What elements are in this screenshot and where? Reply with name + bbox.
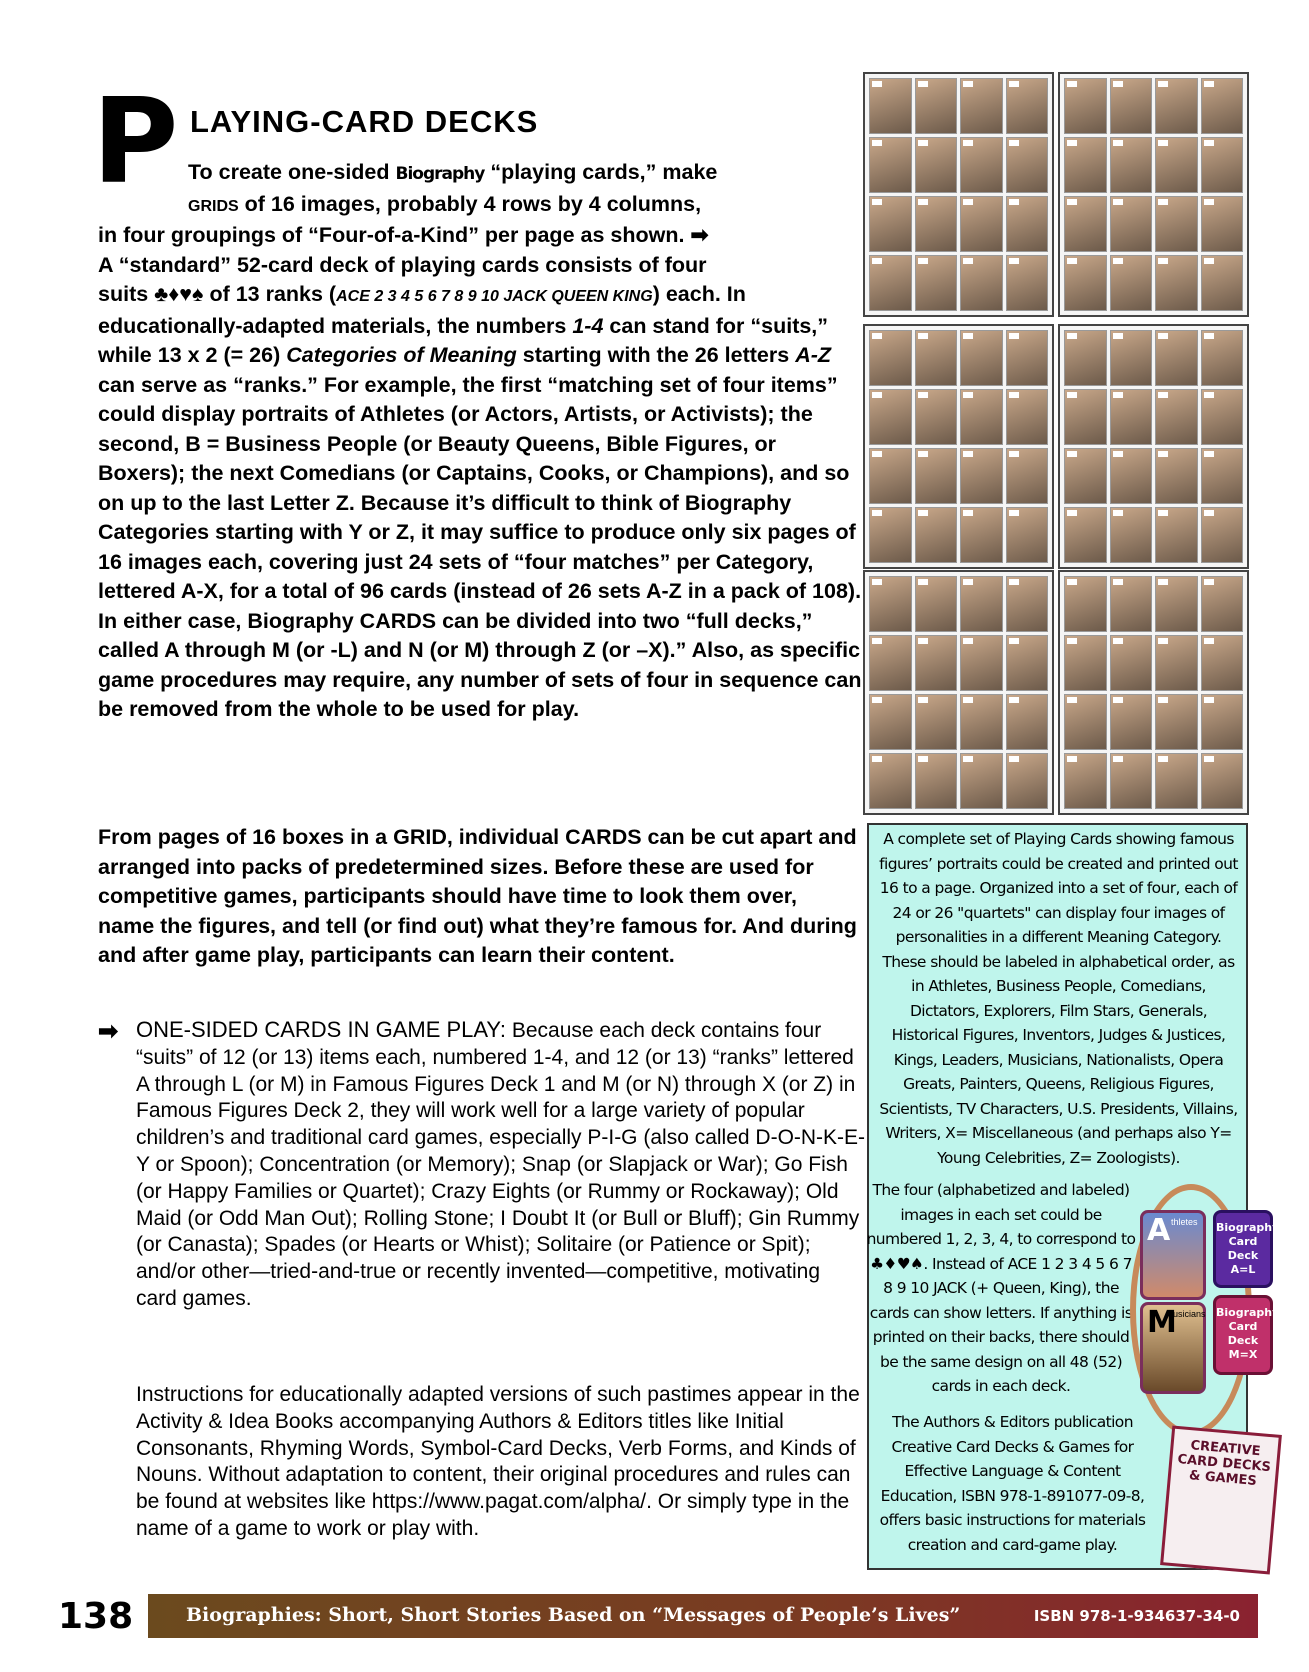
portrait-cell bbox=[1201, 448, 1244, 504]
portrait-cell bbox=[869, 448, 912, 504]
portrait-cell bbox=[960, 137, 1003, 193]
drop-cap: P bbox=[92, 72, 179, 210]
sidebar-text-publication: The Authors & Editors publication Creative Card Decks & Games for Effective Language & Content Education, ISBN 978-1-891077-09-8, offers basic instructions for materials creation and card-game play. bbox=[879, 1413, 1146, 1554]
portrait-cell bbox=[1201, 330, 1244, 386]
portrait-cell bbox=[915, 196, 958, 252]
portrait-cell bbox=[1201, 507, 1244, 563]
portrait-cell bbox=[1155, 694, 1198, 750]
portrait-cell bbox=[1110, 507, 1153, 563]
portrait-cell bbox=[960, 507, 1003, 563]
portrait-cell bbox=[1064, 635, 1107, 691]
portrait-cell bbox=[1110, 576, 1153, 632]
portrait-cell bbox=[960, 448, 1003, 504]
portrait-cell bbox=[869, 255, 912, 311]
portrait-grid-athletes bbox=[863, 72, 1054, 317]
portrait-cell bbox=[1006, 448, 1049, 504]
portrait-cell bbox=[1110, 448, 1153, 504]
portrait-cell bbox=[1064, 448, 1107, 504]
portrait-cell bbox=[1155, 635, 1198, 691]
portrait-cell bbox=[1110, 196, 1153, 252]
book-cover-image: CREATIVE CARD DECKS & GAMES bbox=[1160, 1425, 1282, 1574]
portrait-cell bbox=[1110, 635, 1153, 691]
portrait-cell bbox=[869, 330, 912, 386]
portrait-cell bbox=[1064, 507, 1107, 563]
portrait-cell bbox=[960, 576, 1003, 632]
portrait-cell bbox=[1006, 196, 1049, 252]
portrait-cell bbox=[1201, 137, 1244, 193]
portrait-cell bbox=[960, 78, 1003, 134]
portrait-cell bbox=[1201, 576, 1244, 632]
intro-paragraph: To create one-sided Biography “playing cards,” make GRIDS of 16 images, probably 4 rows by 4 columns, in four groupings of “Four-of-a-Kind” per page as shown. ➡ A “standard” 52-card deck of playing cards consists of four suits ♣♦♥♠ of 13 ranks (ACE 2 3 4 5 6 7 8 9 10 JACK QUEEN KING) each. In educationally-adapted materials, the numbers 1-4 can stand for “suits,” while 13 x 2 (= 26) Categories of Meaning starting with the 26 letters A-Z can serve as “ranks.” For example, the first “matching set of four items” could display portraits of Athletes (or Actors, Artists, or Activists); the second, B = Business People (or Beauty Queens, Bible Figures, or Boxers); the next Comedians (or Captains, Cooks, or Champions), and so on up to the last Letter Z. Because it’s difficult to think of Biography Categories starting with Y or Z, it may suffice to produce only six pages of 16 images each, covering just 24 sets of “four matches” per Category, lettered A-X, for a total of 96 cards (instead of 26 sets A-Z in a pack of 108). In either case, Biography CARDS can be divided into two “full decks,” called A through M (or -L) and N (or M) through Z (or –X).” Also, as specific game procedures may require, any number of sets of four in sequence can be removed from the whole to be used for play. bbox=[98, 160, 862, 721]
portrait-cell bbox=[1110, 78, 1153, 134]
game-play-paragraph: ONE-SIDED CARDS IN GAME PLAY: Because each deck contains four “suits” of 12 (or 13) items each, numbered 1-4, and 12 (or 13) “ranks” lettered A through L (or M) in Famous Figures Deck 1 and M (or N) through X (or Z) in Famous Figures Deck 2, they will work well for a large variety of popular children’s and traditional card games, especially P-I-G (also called D-O-N-K-E-Y or Spoon); Concentration (or Memory); Snap (or Slapjack or War); Go Fish (or Happy Families or Quartet); Crazy Eights (or Rummy or Rockaway); Old Maid (or Odd Man Out); Rolling Stone; I Doubt It (or Bull or Bluff); Gin Rummy (or Canasta); Spades (or Hearts or Whist); Solitaire (or Patience or Spit); and/or other—tried-and-true or recently invented—competitive, motivating card games. bbox=[136, 1017, 866, 1310]
portrait-cell bbox=[915, 137, 958, 193]
arrow-right-icon: ➡ bbox=[690, 223, 709, 247]
portrait-cell bbox=[1006, 635, 1049, 691]
portrait-cell bbox=[1110, 694, 1153, 750]
portrait-cell bbox=[1006, 389, 1049, 445]
portrait-cell bbox=[1006, 137, 1049, 193]
portrait-cell bbox=[1201, 753, 1244, 809]
portrait-cell bbox=[1155, 196, 1198, 252]
portrait-cell bbox=[869, 196, 912, 252]
portrait-cell bbox=[915, 448, 958, 504]
portrait-cell bbox=[960, 635, 1003, 691]
portrait-cell bbox=[1201, 694, 1244, 750]
sidebar-text-numbering: The four (alphabetized and labeled) images in each set could be numbered 1, 2, 3, 4, to correspond to ♣♦♥♠. Instead of ACE 1 2 3 4 5 6 7 8 9 10 JACK (+ Queen, King), the cards can show letters. If anything is printed on their backs, there should be the same design on all 48 (52) cards in each deck. bbox=[866, 1181, 1136, 1395]
portrait-cell bbox=[1006, 330, 1049, 386]
portrait-cell bbox=[1064, 576, 1107, 632]
portrait-cell bbox=[960, 255, 1003, 311]
page-title: LAYING-CARD DECKS bbox=[190, 104, 539, 139]
portrait-cell bbox=[960, 694, 1003, 750]
portrait-cell bbox=[869, 78, 912, 134]
portrait-cell bbox=[915, 330, 958, 386]
portrait-grid-explorers bbox=[863, 324, 1054, 569]
portrait-cell bbox=[1064, 196, 1107, 252]
portrait-cell bbox=[915, 576, 958, 632]
portrait-cell bbox=[1064, 694, 1107, 750]
portrait-cell bbox=[960, 196, 1003, 252]
musicians-card: M usicians bbox=[1140, 1302, 1206, 1394]
portrait-cell bbox=[869, 753, 912, 809]
portrait-cell bbox=[1155, 255, 1198, 311]
deck2-card: Biography Card Deck M=X bbox=[1213, 1295, 1273, 1375]
portrait-cell bbox=[1201, 255, 1244, 311]
portrait-cell bbox=[1201, 635, 1244, 691]
footer-isbn: ISBN 978-1-934637-34-0 bbox=[1033, 1607, 1240, 1625]
portrait-cell bbox=[1064, 330, 1107, 386]
portrait-cell bbox=[1155, 448, 1198, 504]
portrait-cell bbox=[1006, 78, 1049, 134]
card-suits-icon: ♣♦♥♠ bbox=[154, 282, 204, 306]
portrait-cell bbox=[1064, 255, 1107, 311]
portrait-grid-queens bbox=[1058, 324, 1249, 569]
portrait-cell bbox=[1006, 255, 1049, 311]
portrait-cell bbox=[1110, 137, 1153, 193]
footer-title: Biographies: Short, Short Stories Based on “Messages of People’s Lives” bbox=[186, 1604, 961, 1626]
portrait-cell bbox=[1110, 330, 1153, 386]
portrait-cell bbox=[1201, 78, 1244, 134]
portrait-cell bbox=[869, 694, 912, 750]
portrait-cell bbox=[915, 753, 958, 809]
portrait-cell bbox=[1110, 389, 1153, 445]
portrait-cell bbox=[915, 694, 958, 750]
portrait-cell bbox=[1064, 389, 1107, 445]
portrait-cell bbox=[1064, 137, 1107, 193]
portrait-cell bbox=[915, 78, 958, 134]
portrait-cell bbox=[915, 255, 958, 311]
portrait-cell bbox=[869, 137, 912, 193]
portrait-cell bbox=[1201, 196, 1244, 252]
cards-paragraph: From pages of 16 boxes in a GRID, individual CARDS can be cut apart and arranged into packs of predetermined sizes. Before these are used for competitive games, participants should have time to look them over, name the figures, and tell (or find out) what they’re famous for. And during and after game play, participants can learn their content. bbox=[98, 825, 857, 967]
portrait-cell bbox=[915, 389, 958, 445]
portrait-cell bbox=[960, 389, 1003, 445]
portrait-cell bbox=[915, 635, 958, 691]
portrait-cell bbox=[1155, 78, 1198, 134]
portrait-cell bbox=[960, 753, 1003, 809]
athletes-card: A thletes bbox=[1140, 1210, 1206, 1300]
portrait-cell bbox=[1155, 753, 1198, 809]
portrait-grid-musicians bbox=[1058, 72, 1249, 317]
portrait-cell bbox=[1155, 137, 1198, 193]
instructions-paragraph: Instructions for educationally adapted versions of such pastimes appear in the Activity & Idea Books accompanying Authors & Editors titles like Initial Consonants, Rhyming Words, Symbol-Card Decks, Verb Forms, and Kinds of Nouns. Without adaptation to content, their original procedures and rules can be found at websites like https://www.pagat.com/alpha/. Or simply type in the name of a game to work or play with. bbox=[136, 1383, 860, 1540]
portrait-cell bbox=[869, 635, 912, 691]
arrow-right-icon: ➡ bbox=[98, 1018, 119, 1045]
portrait-cell bbox=[1110, 753, 1153, 809]
portrait-cell bbox=[1006, 753, 1049, 809]
sidebar-text-categories: A complete set of Playing Cards showing famous figures’ portraits could be created and printed out 16 to a page. Organized into a set of four, each of 24 or 26 "quartets" can display four images of personalities in a different Meaning Category. These should be labeled in alphabetical order, as in Athletes, Business People, Comedians, Dictators, Explorers, Film Stars, Generals, Historical Figures, Inventors, Judges & Justices, Kings, Leaders, Musicians, Nationalists, Opera Greats, Painters, Queens, Religious Figures, Scientists, TV Characters, U.S. Presidents, Villains, Writers, X= Miscellaneous (and perhaps also Y= Young Celebrities, Z= Zoologists). bbox=[879, 830, 1238, 1167]
footer-bar bbox=[148, 1594, 1258, 1638]
portrait-cell bbox=[915, 507, 958, 563]
portrait-cell bbox=[869, 389, 912, 445]
portrait-cell bbox=[1006, 576, 1049, 632]
portrait-cell bbox=[1110, 255, 1153, 311]
deck1-card: Biography Card Deck A=L bbox=[1213, 1210, 1273, 1288]
portrait-cell bbox=[1064, 753, 1107, 809]
portrait-cell bbox=[960, 330, 1003, 386]
portrait-cell bbox=[1155, 389, 1198, 445]
portrait-cell bbox=[1155, 507, 1198, 563]
portrait-grid-presidents bbox=[1058, 570, 1249, 815]
portrait-cell bbox=[1201, 389, 1244, 445]
portrait-cell bbox=[1155, 330, 1198, 386]
portrait-cell bbox=[869, 576, 912, 632]
portrait-cell bbox=[1006, 694, 1049, 750]
portrait-cell bbox=[869, 507, 912, 563]
portrait-cell bbox=[1064, 78, 1107, 134]
portrait-cell bbox=[1006, 507, 1049, 563]
page-number: 138 bbox=[58, 1596, 134, 1637]
portrait-cell bbox=[1155, 576, 1198, 632]
portrait-grid-inventors bbox=[863, 570, 1054, 815]
